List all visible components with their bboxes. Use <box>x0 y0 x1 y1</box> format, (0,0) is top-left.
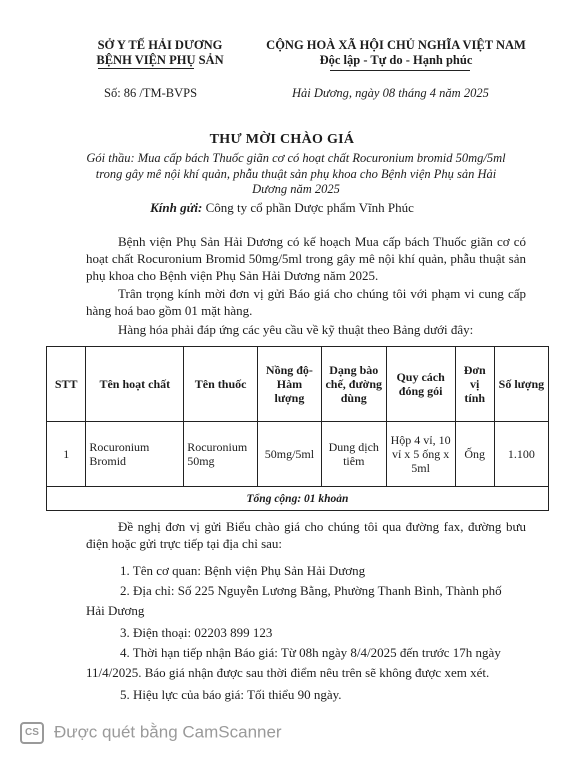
table-total: Tổng cộng: 01 khoản <box>47 487 549 511</box>
greeting-label: Kính gửi: <box>150 200 203 215</box>
list-item: 4. Thời hạn tiếp nhận Báo giá: Từ 08h ngày 8/4/2025 đến trước 17h ngày <box>120 645 501 660</box>
document-title: THƯ MỜI CHÀO GIÁ <box>209 132 355 147</box>
cell-stt: 1 <box>47 422 86 487</box>
issuer-block <box>60 38 260 68</box>
cell-ingredient: Rocuronium Bromid <box>86 422 184 487</box>
subject-line: Gói thầu: Mua cấp bách Thuốc giãn cơ có hoạt chất Rocuronium bromid 50mg/5ml trong gây mê nội khí quản, phẫu thuật sản phụ khoa cho Bệnh viện Phụ sản Hải Dương năm 2025 <box>86 151 506 196</box>
table-row <box>47 422 549 487</box>
col-header-dosage-form: Dạng bào chế, đường dùng <box>321 347 386 422</box>
table-total-row <box>47 487 549 511</box>
scanner-watermark <box>20 722 282 744</box>
col-header-quantity: Số lượng <box>494 347 548 422</box>
paragraph-requirements: Hàng hóa phải đáp ứng các yêu cầu về kỹ thuật theo Bảng dưới đây: <box>118 322 474 337</box>
cell-packaging: Hộp 4 vỉ, 10 vỉ x 5 ống x 5ml <box>386 422 455 487</box>
cell-unit: Ống <box>455 422 494 487</box>
paragraph-submission: Đề nghị đơn vị gửi Biểu chào giá cho chúng tôi qua đường fax, đường bưu điện hoặc gửi trực tiếp tại địa chỉ sau: <box>86 519 526 551</box>
ministry-name: SỞ Y TẾ HẢI DƯƠNG <box>97 38 223 52</box>
paragraph-plan: Bệnh viện Phụ Sản Hải Dương có kế hoạch Mua cấp bách Thuốc giãn cơ có hoạt chất Rocuronium Bromid 50mg/5ml trong gây mê nội khí quản, phẫu thuật sản phụ khoa cho Bệnh viện Phụ Sản Hải Dương năm 2025. <box>86 234 526 283</box>
greeting <box>0 200 564 216</box>
items-table <box>46 346 549 511</box>
paragraph-invitation: Trân trọng kính mời đơn vị gửi Báo giá cho chúng tôi với phạm vi cung cấp hàng hoá bao gồm 01 mặt hàng. <box>86 286 526 318</box>
greeting-recipient: Công ty cổ phần Dược phẩm Vĩnh Phúc <box>202 200 414 215</box>
col-header-unit: Đơn vị tính <box>455 347 494 422</box>
list-item: Hải Dương <box>86 603 145 618</box>
document-number: Số: 86 /TM-BVPS <box>104 86 198 100</box>
issuer-underline <box>98 68 194 69</box>
col-header-strength: Nồng độ-Hàm lượng <box>258 347 322 422</box>
place-date: Hải Dương, ngày 08 tháng 4 năm 2025 <box>292 86 489 100</box>
cell-dosage-form: Dung dịch tiêm <box>321 422 386 487</box>
list-item: 2. Địa chỉ: Số 225 Nguyễn Lương Bằng, Phường Thanh Bình, Thành phố <box>120 583 502 598</box>
col-header-stt: STT <box>47 347 86 422</box>
national-motto: Độc lập - Tự do - Hạnh phúc <box>319 53 473 67</box>
nation-name: CỘNG HOÀ XÃ HỘI CHỦ NGHĨA VIỆT NAM <box>266 38 526 52</box>
list-item: 1. Tên cơ quan: Bệnh viện Phụ Sản Hải Dương <box>120 563 366 578</box>
motto-underline <box>330 70 470 71</box>
cell-strength: 50mg/5ml <box>258 422 322 487</box>
list-item: 5. Hiệu lực của báo giá: Tối thiểu 90 ngày. <box>120 687 342 702</box>
col-header-ingredient: Tên hoạt chất <box>86 347 184 422</box>
watermark-text: Được quét bằng CamScanner <box>54 722 282 742</box>
table-header-row <box>47 347 549 422</box>
cell-drug-name: Rocuronium 50mg <box>184 422 258 487</box>
national-header <box>246 38 546 68</box>
hospital-name: BỆNH VIỆN PHỤ SẢN <box>96 53 224 67</box>
cell-quantity: 1.100 <box>494 422 548 487</box>
camscanner-icon: CS <box>20 722 44 744</box>
col-header-drug-name: Tên thuốc <box>184 347 258 422</box>
list-item: 3. Điện thoại: 02203 899 123 <box>120 625 273 640</box>
col-header-packaging: Quy cách đóng gói <box>386 347 455 422</box>
list-item: 11/4/2025. Báo giá nhận được sau thời điểm nêu trên sẽ không được xem xét. <box>86 665 490 680</box>
